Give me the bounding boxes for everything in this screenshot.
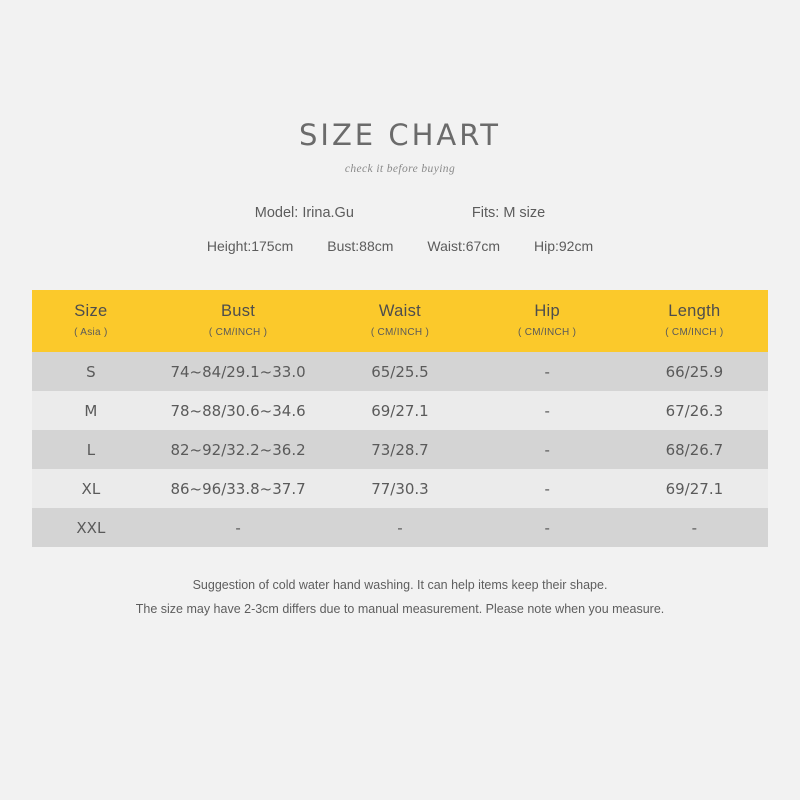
cell-waist: 65/25.5 xyxy=(326,352,473,391)
cell-waist: - xyxy=(326,508,473,547)
model-bust: Bust:88cm xyxy=(327,238,394,254)
care-note-line-2: The size may have 2-3cm differs due to manual measurement. Please note when you measure. xyxy=(135,602,665,616)
table-row xyxy=(32,469,768,508)
care-notes xyxy=(0,573,800,621)
cell-size: XL xyxy=(32,469,150,508)
cell-length: 67/26.3 xyxy=(621,391,768,430)
cell-bust: 78~88/30.6~34.6 xyxy=(150,391,327,430)
column-header-bust-unit: ( CM/INCH ) xyxy=(208,327,268,338)
column-header-length-unit: ( CM/INCH ) xyxy=(665,327,724,338)
column-header-bust xyxy=(150,290,327,352)
model-name-label: Model: Irina.Gu xyxy=(254,205,354,221)
table-row xyxy=(32,391,768,430)
page-title: SIZE CHART xyxy=(298,118,502,152)
size-table-header xyxy=(32,290,768,352)
table-row xyxy=(32,352,768,391)
column-header-length-title: Length xyxy=(668,302,721,320)
care-note-line-1: Suggestion of cold water hand washing. It can help items keep their shape. xyxy=(192,578,608,592)
model-waist: Waist:67cm xyxy=(427,238,500,254)
column-header-waist-title: Waist xyxy=(378,302,422,320)
cell-hip: - xyxy=(474,391,621,430)
cell-size: XXL xyxy=(32,508,150,547)
model-info xyxy=(0,205,800,254)
cell-size: S xyxy=(32,352,150,391)
table-header-row xyxy=(32,290,768,352)
cell-length: - xyxy=(621,508,768,547)
table-row xyxy=(32,508,768,547)
table-row xyxy=(32,430,768,469)
column-header-hip-title: Hip xyxy=(534,302,560,320)
column-header-bust-title: Bust xyxy=(220,302,256,320)
model-fits-label: Fits: M size xyxy=(471,205,546,221)
cell-length: 69/27.1 xyxy=(621,469,768,508)
column-header-waist xyxy=(326,290,473,352)
cell-hip: - xyxy=(474,430,621,469)
cell-waist: 77/30.3 xyxy=(326,469,473,508)
model-height: Height:175cm xyxy=(206,238,294,254)
column-header-hip xyxy=(474,290,621,352)
column-header-hip-unit: ( CM/INCH ) xyxy=(518,327,577,338)
cell-waist: 69/27.1 xyxy=(326,391,473,430)
cell-bust: 86~96/33.8~37.7 xyxy=(150,469,327,508)
size-table xyxy=(32,290,768,547)
page-subtitle: check it before buying xyxy=(344,163,456,175)
model-hip: Hip:92cm xyxy=(534,238,594,254)
cell-hip: - xyxy=(474,508,621,547)
column-header-waist-unit: ( CM/INCH ) xyxy=(370,327,430,338)
title-block xyxy=(0,0,800,175)
cell-size: M xyxy=(32,391,150,430)
model-info-row-primary xyxy=(0,205,800,221)
column-header-size xyxy=(32,290,150,352)
cell-waist: 73/28.7 xyxy=(326,430,473,469)
column-header-size-title: Size xyxy=(74,302,108,320)
cell-size: L xyxy=(32,430,150,469)
cell-bust: - xyxy=(150,508,327,547)
column-header-size-unit: ( Asia ) xyxy=(74,327,108,338)
model-info-row-measurements xyxy=(0,238,800,254)
cell-hip: - xyxy=(474,469,621,508)
cell-hip: - xyxy=(474,352,621,391)
size-table-body xyxy=(32,352,768,547)
column-header-length xyxy=(621,290,768,352)
cell-bust: 74~84/29.1~33.0 xyxy=(150,352,327,391)
cell-length: 68/26.7 xyxy=(621,430,768,469)
cell-bust: 82~92/32.2~36.2 xyxy=(150,430,327,469)
cell-length: 66/25.9 xyxy=(621,352,768,391)
